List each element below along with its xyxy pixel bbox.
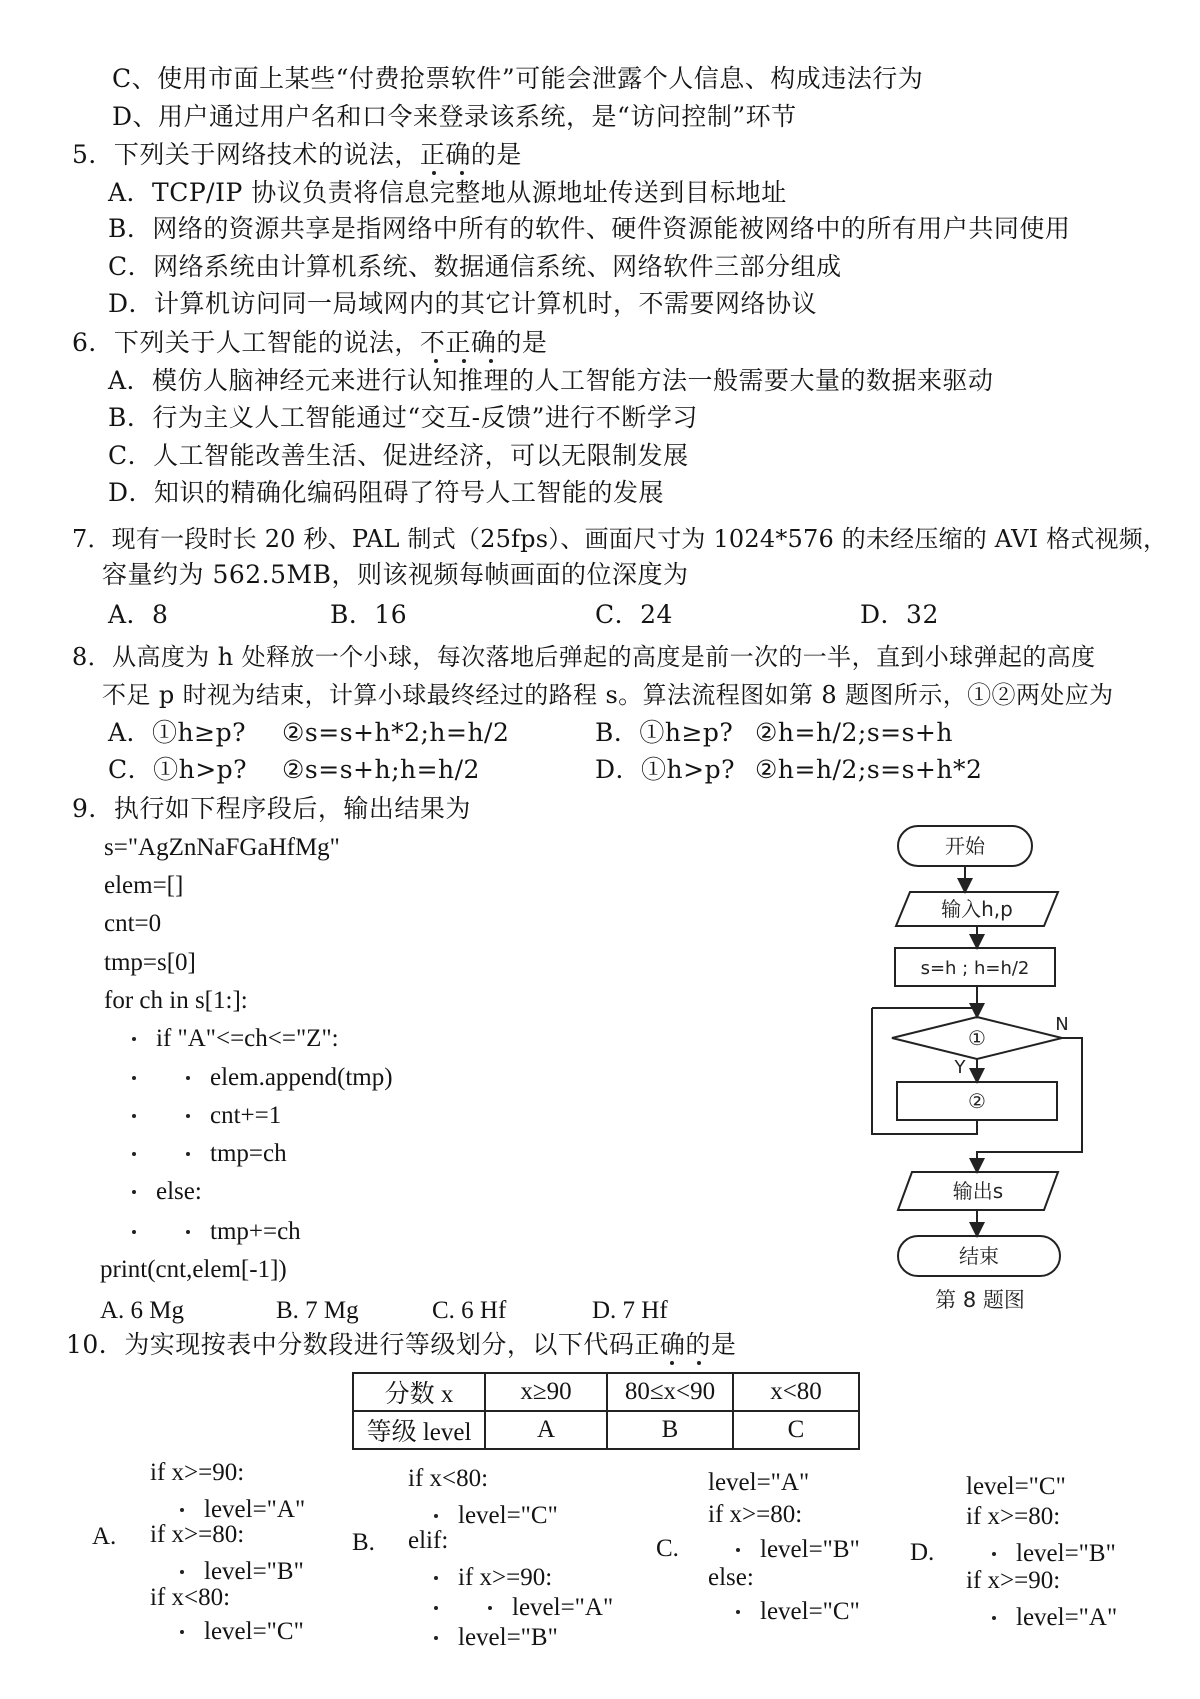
indent-dot (132, 1114, 136, 1118)
q6-option-b: B．行为主义人工智能通过“交互-反馈”进行不断学习 (108, 403, 698, 432)
table-cell: x<80 (733, 1373, 859, 1411)
indent-dot (434, 1576, 438, 1580)
q9-option-a: A. 6 Mg (100, 1297, 185, 1324)
q10-stem: 10．为实现按表中分数段进行等级划分，以下代码正确的是 (66, 1330, 737, 1359)
table-row (353, 1411, 859, 1449)
indent-dot (434, 1514, 438, 1518)
q9-code-line: elem=[] (104, 872, 184, 899)
indent-dot (180, 1570, 184, 1574)
indent-dot (186, 1152, 190, 1156)
q10-option-d-code-line: if x>=80: (966, 1503, 1061, 1530)
q10-option-a-code-line: level="B" (204, 1558, 304, 1585)
q4-option-c: C、使用市面上某些“付费抢票软件”可能会泄露个人信息、构成违法行为 (112, 64, 924, 93)
q5-option-b: B．网络的资源共享是指网络中所有的软件、硬件资源能被网络中的所有用户共同使用 (108, 214, 1071, 243)
q7-stem-line2: 容量约为 562.5MB，则该视频每帧画面的位深度为 (102, 560, 689, 589)
emphasis-dot (432, 171, 436, 175)
q9-code-line: else: (156, 1178, 202, 1205)
flowchart-no-label: N (1055, 1014, 1069, 1035)
table-cell: x≥90 (485, 1373, 607, 1411)
q9-option-b: B. 7 Mg (276, 1297, 359, 1324)
q8-option-c-part2: ②s=s+h;h=h/2 (282, 755, 480, 784)
indent-dot (186, 1114, 190, 1118)
q5-stem: 5．下列关于网络技术的说法，正确的是 (72, 140, 522, 169)
indent-dot (434, 1606, 438, 1610)
flowchart-decision-node (892, 1017, 1062, 1059)
q10-option-a-code-line: level="C" (204, 1618, 304, 1645)
emphasis-dot (697, 1361, 701, 1365)
table-row (353, 1373, 859, 1411)
table-cell: 等级 level (353, 1411, 485, 1449)
flowchart-init-label: s=h ; h=h/2 (920, 958, 1030, 979)
table-cell: A (485, 1411, 607, 1449)
q9-code-line: s="AgZnNaFGaHfMg" (104, 834, 340, 861)
q10-option-a-code-line: if x>=90: (150, 1459, 245, 1486)
q10-option-a-code-line: if x<80: (150, 1584, 231, 1611)
emphasis-dot (489, 359, 493, 363)
grade-table (352, 1372, 860, 1450)
q9-code-line: print(cnt,elem[-1]) (100, 1256, 287, 1283)
flowchart-end-node (898, 1236, 1060, 1276)
q10-option-b-code-line: level="B" (458, 1624, 558, 1651)
q5-option-d: D．计算机访问同一局域网内的其它计算机时，不需要网络协议 (108, 289, 818, 318)
flowchart-no-branch (977, 1038, 1082, 1170)
table-cell: B (607, 1411, 733, 1449)
emphasis-dot (460, 171, 464, 175)
q7-option-d: D．32 (860, 600, 939, 629)
indent-dot (132, 1076, 136, 1080)
indent-dot (180, 1630, 184, 1634)
q9-code-line: cnt=0 (104, 910, 162, 937)
q10-option-b-code-line: if x>=90: (458, 1564, 553, 1591)
indent-dot (132, 1190, 136, 1194)
q10-option-c-code-line: if x>=80: (708, 1501, 803, 1528)
q8-option-b-part1: B．①h≥p? (595, 718, 734, 747)
q10-option-b-label: B. (352, 1529, 375, 1556)
indent-dot (992, 1616, 996, 1620)
q10-option-d-code-line: if x>=90: (966, 1567, 1061, 1594)
indent-dot (736, 1610, 740, 1614)
q10-option-c-code-line: else: (708, 1564, 754, 1591)
q8-stem-line1: 8．从高度为 h 处释放一个小球，每次落地后弹起的高度是前一次的一半，直到小球弹起的高度 (72, 643, 1096, 671)
indent-dot (186, 1230, 190, 1234)
q10-option-a-label: A. (92, 1523, 117, 1550)
q6-option-a: A．模仿人脑神经元来进行认知推理的人工智能方法一般需要大量的数据来驱动 (108, 366, 994, 395)
flowchart-yes-label: Y (954, 1057, 966, 1078)
q7-stem-line1: 7．现有一段时长 20 秒、PAL 制式（25fps）、画面尺寸为 1024*576 的未经压缩的 AVI 格式视频， (72, 525, 1168, 553)
q10-option-a-code-line: level="A" (204, 1496, 306, 1523)
q9-stem: 9．执行如下程序段后，输出结果为 (72, 794, 471, 823)
flowchart-end-label: 结束 (959, 1244, 999, 1268)
q9-code-line: tmp+=ch (210, 1218, 301, 1245)
q9-code-line: tmp=s[0] (104, 949, 196, 976)
indent-dot (132, 1152, 136, 1156)
q10-option-b-code-line: if x<80: (408, 1465, 489, 1492)
q7-option-c: C．24 (595, 600, 673, 629)
q10-option-a-code-line: if x>=80: (150, 1521, 245, 1548)
q8-option-a-part1: A．①h≥p? (108, 718, 247, 747)
flowchart-start-label: 开始 (945, 834, 985, 858)
q10-option-b-code-line: level="A" (512, 1594, 614, 1621)
flowchart-body-label: ② (968, 1089, 986, 1113)
emphasis-dot (462, 359, 466, 363)
q8-stem-line2: 不足 p 时视为结束，计算小球最终经过的路程 s。算法流程图如第 8 题图所示，①②两处应为 (102, 681, 1114, 709)
emphasis-dot (670, 1361, 674, 1365)
q10-option-d-code-line: level="B" (1016, 1540, 1116, 1567)
q9-code-line: if "A"<=ch<="Z": (156, 1025, 339, 1052)
q10-option-d-code-line: level="C" (966, 1473, 1066, 1500)
flowchart-caption: 第 8 题图 (935, 1288, 1025, 1312)
indent-dot (488, 1606, 492, 1610)
table-cell: 分数 x (353, 1373, 485, 1411)
q10-option-c-code-line: level="A" (708, 1469, 810, 1496)
indent-dot (186, 1076, 190, 1080)
q10-option-c-label: C. (656, 1535, 679, 1562)
q10-option-b-code-line: level="C" (458, 1502, 558, 1529)
q6-option-d: D．知识的精确化编码阻碍了符号人工智能的发展 (108, 478, 665, 507)
q5-option-a: A．TCP/IP 协议负责将信息完整地从源地址传送到目标地址 (108, 178, 787, 207)
q10-option-d-label: D. (910, 1539, 935, 1566)
q6-stem: 6．下列关于人工智能的说法，不正确的是 (72, 328, 548, 357)
table-cell: C (733, 1411, 859, 1449)
q9-code-line: for ch in s[1:]: (104, 987, 248, 1014)
flowchart-decision-label: ① (968, 1026, 986, 1050)
q9-code-line: cnt+=1 (210, 1102, 282, 1129)
indent-dot (434, 1636, 438, 1640)
flowchart-input-node (896, 892, 1058, 926)
emphasis-dot (434, 359, 438, 363)
q9-code-line: elem.append(tmp) (210, 1064, 393, 1091)
q7-option-a: A．8 (108, 600, 169, 629)
flowchart-output-node (898, 1172, 1058, 1210)
q7-option-b: B．16 (330, 600, 408, 629)
q9-option-c: C. 6 Hf (432, 1297, 507, 1324)
flowchart-input-label: 输入h,p (941, 897, 1013, 921)
indent-dot (132, 1230, 136, 1234)
q4-option-d: D、用户通过用户名和口令来登录该系统，是“访问控制”环节 (112, 102, 797, 131)
indent-dot (180, 1508, 184, 1512)
q8-option-a-part2: ②s=s+h*2;h=h/2 (282, 718, 510, 747)
table-cell: 80≤x<90 (607, 1373, 733, 1411)
q8-option-d-part2: ②h=h/2;s=s+h*2 (755, 755, 983, 784)
flowchart-output-label: 输出s (952, 1179, 1004, 1203)
q10-option-c-code-line: level="C" (760, 1598, 860, 1625)
indent-dot (132, 1037, 136, 1041)
flowchart-loop-back (872, 1008, 977, 1134)
flowchart-init-node (895, 948, 1055, 986)
q8-option-d-part1: D．①h>p? (595, 755, 735, 784)
q5-option-c: C．网络系统由计算机系统、数据通信系统、网络软件三部分组成 (108, 252, 842, 281)
flowchart-body-node (897, 1082, 1057, 1120)
q9-code-line: tmp=ch (210, 1140, 287, 1167)
q8-option-b-part2: ②h=h/2;s=s+h (755, 718, 953, 747)
q10-option-d-code-line: level="A" (1016, 1604, 1118, 1631)
q10-option-c-code-line: level="B" (760, 1536, 860, 1563)
q10-option-b-code-line: elif: (408, 1527, 449, 1554)
indent-dot (992, 1552, 996, 1556)
q8-option-c-part1: C．①h>p? (108, 755, 248, 784)
indent-dot (736, 1548, 740, 1552)
flowchart-start-node (898, 826, 1032, 866)
q6-option-c: C．人工智能改善生活、促进经济，可以无限制发展 (108, 441, 689, 470)
q9-option-d: D. 7 Hf (592, 1297, 668, 1324)
